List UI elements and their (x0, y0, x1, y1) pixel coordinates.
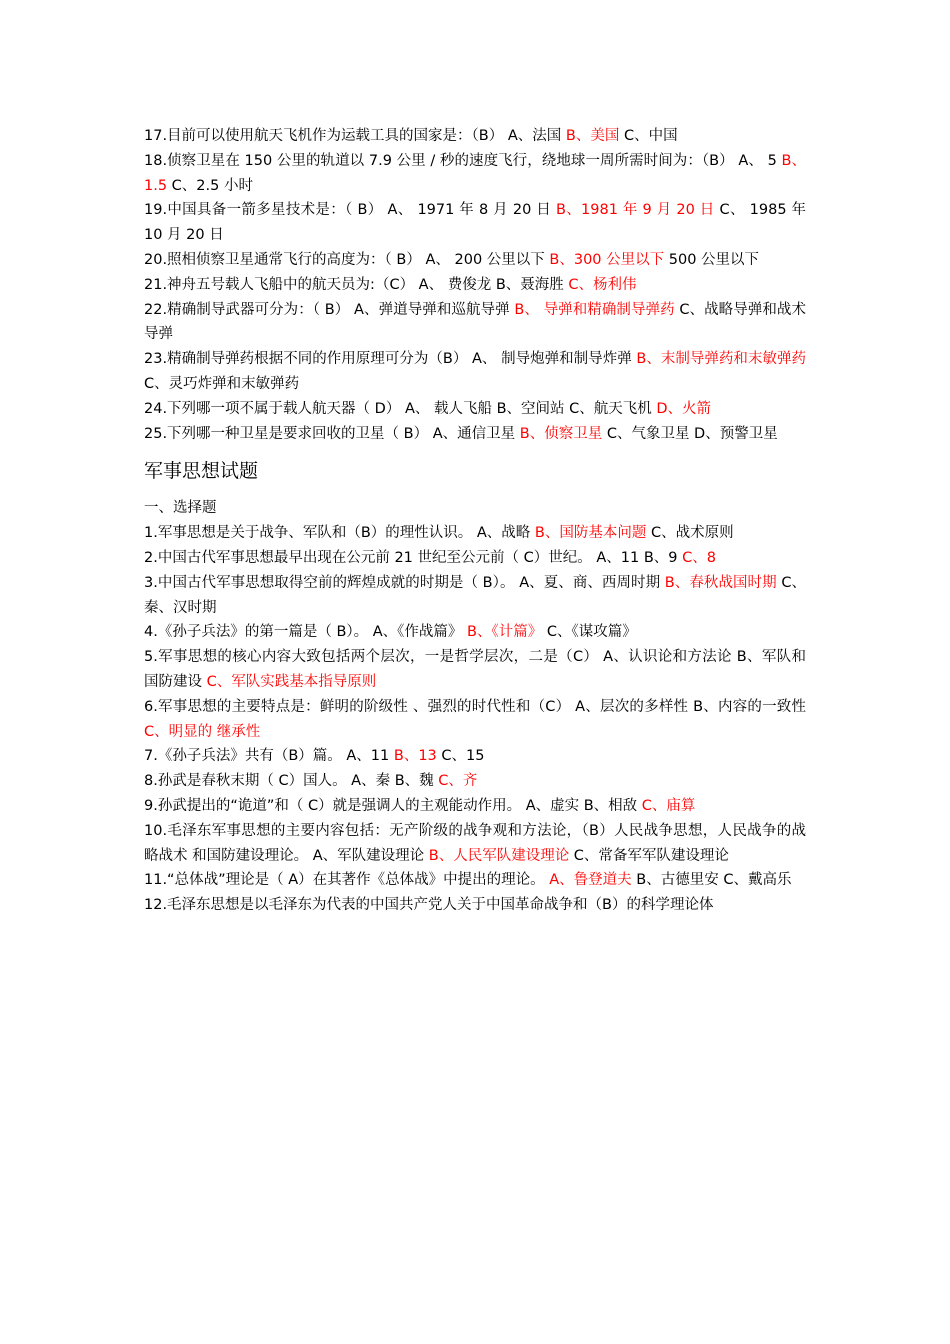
question-10 (144, 819, 806, 869)
question-11 (144, 868, 806, 893)
answer-highlight: C、8 (682, 549, 716, 566)
answer-highlight: B、300 公里以下 (549, 251, 665, 268)
question-21 (144, 273, 806, 298)
answer-highlight: B、1981 年 9 月 20 日 (555, 202, 715, 219)
question-text: 24.下列哪一项不属于载人航天器（ D） A、 载人飞船 B、空间站 C、航天飞机 (144, 400, 657, 417)
question-tail: C、气象卫星 D、预警卫星 (602, 425, 778, 442)
question-text: 5.军事思想的核心内容大致包括两个层次，一是哲学层次，二是（C） A、认识论和方法论 B、军队和国防建设 (144, 649, 806, 690)
question-4 (144, 620, 806, 645)
answer-highlight: B、 导弹和精确制导弹药 (514, 301, 675, 318)
question-text: 18.侦察卫星在 150 公里的轨道以 7.9 公里 / 秒的速度飞行，绕地球一周所需时间为：（B） A、 5 (144, 152, 782, 169)
question-text: 22.精确制导武器可分为：（ B） A、弹道导弹和巡航导弹 (144, 301, 515, 318)
question-tail: C、战术原则 (646, 525, 734, 542)
question-text: 21.神舟五号载人飞船中的航天员为:（C） A、 费俊龙 B、聂海胜 (144, 276, 569, 293)
question-text: 7.《孙子兵法》共有（B）篇。 A、11 (144, 748, 394, 765)
question-7 (144, 744, 806, 769)
question-22 (144, 298, 806, 348)
question-tail: C、战略导弹和战术导弹 (144, 301, 806, 343)
answer-highlight: B、美国 (565, 128, 620, 144)
question-tail: B、古德里安 C、戴高乐 (631, 872, 792, 889)
answer-highlight: B、13 (393, 748, 437, 765)
answer-highlight: C、齐 (438, 773, 478, 790)
section-title: 军事思想试题 (144, 460, 259, 483)
question-12 (144, 893, 806, 918)
question-tail: C、常备军军队建设理论 (569, 847, 729, 864)
question-9 (144, 794, 806, 819)
question-20 (144, 248, 806, 273)
question-3 (144, 571, 806, 621)
answer-highlight: C、明显的 继承性 (144, 723, 261, 740)
answer-highlight: A、鲁登道夫 (549, 872, 632, 889)
question-text: 1.军事思想是关于战争、军队和（B）的理性认识。 A、战略 (144, 525, 535, 542)
question-24 (144, 397, 806, 422)
question-text: 11.“总体战”理论是（ A）在其著作《总体战》中提出的理论。 (144, 872, 550, 889)
answer-highlight: B、末制导弹药和末敏弹药 (636, 351, 806, 368)
question-text: 19.中国具备一箭多星技术是：（ B） A、 1971 年 8 月 20 日 (144, 202, 556, 219)
answer-highlight: B、侦察卫星 (519, 425, 603, 442)
question-1 (144, 521, 806, 546)
question-text: 12.毛泽东思想是以毛泽东为代表的中国共产党人关于中国革命战争和（B）的科学理论体 (144, 897, 714, 914)
question-text: 8.孙武是春秋末期（ C）国人。 A、秦 B、魏 (144, 773, 439, 790)
question-tail: C、2.5 小时 (167, 177, 253, 194)
answer-highlight: B、人民军队建设理论 (428, 847, 570, 864)
question-text: 20.照相侦察卫星通常飞行的高度为：（ B） A、 200 公里以下 (144, 251, 550, 268)
question-list-military-thought (144, 521, 806, 918)
answer-highlight: D、火箭 (656, 400, 712, 417)
question-text: 10.毛泽东军事思想的主要内容包括：无产阶级的战争观和方法论，（B）人民战争思想，人民战争的战略战术 和国防建设理论。 A、军队建设理论 (144, 822, 806, 864)
question-text: 4.《孙子兵法》的第一篇是（ B）。 A、《作战篇》 (144, 624, 468, 641)
question-2 (144, 546, 806, 571)
question-tail: C、 1985 年 10 月 20 日 (144, 202, 806, 244)
question-text: 17.目前可以使用航天飞机作为运载工具的国家是：（B） A、法国 (144, 128, 566, 144)
question-list-space-tech (144, 124, 806, 446)
question-23 (144, 347, 806, 397)
question-text: 9.孙武提出的“诡道”和（ C）就是强调人的主观能动作用。 A、虚实 B、相敌 (144, 797, 642, 814)
question-text: 6.军事思想的主要特点是：鲜明的阶级性 、强烈的时代性和（C） A、层次的多样性 B、内容的一致性 (144, 698, 806, 715)
document-body (144, 124, 806, 918)
question-tail: C、中国 (619, 128, 678, 144)
question-6 (144, 695, 806, 745)
question-18 (144, 149, 806, 199)
answer-highlight: C、杨利伟 (568, 276, 637, 293)
answer-highlight: B、1.5 (144, 152, 806, 194)
question-tail: C、灵巧炸弹和末敏弹药 (144, 375, 300, 392)
question-25 (144, 422, 806, 447)
question-8 (144, 769, 806, 794)
answer-highlight: C、庙算 (641, 797, 696, 814)
answer-highlight: C、军队实践基本指导原则 (206, 673, 377, 690)
question-text: 25.下列哪一种卫星是要求回收的卫星（ B） A、通信卫星 (144, 425, 520, 442)
question-tail: C、秦、汉时期 (144, 574, 807, 616)
answer-highlight: B、春秋战国时期 (664, 574, 777, 591)
question-19 (144, 198, 806, 248)
answer-highlight: B、国防基本问题 (534, 525, 647, 542)
sub-title: 一、选择题 (144, 500, 217, 517)
question-tail: C、《谋攻篇》 (542, 624, 637, 641)
question-5 (144, 645, 806, 695)
question-text: 2.中国古代军事思想最早出现在公元前 21 世纪至公元前（ C）世纪。 A、11 B、9 (144, 549, 683, 566)
question-text: 23.精确制导弹药根据不同的作用原理可分为（B） A、 制导炮弹和制导炸弹 (144, 351, 637, 368)
question-tail: C、15 (436, 748, 485, 765)
answer-highlight: B、《计篇》 (467, 624, 543, 641)
question-17 (144, 124, 806, 149)
question-tail: 500 公里以下 (664, 251, 760, 268)
question-text: 3.中国古代军事思想取得空前的辉煌成就的时期是（ B）。 A、夏、商、西周时期 (144, 574, 665, 591)
